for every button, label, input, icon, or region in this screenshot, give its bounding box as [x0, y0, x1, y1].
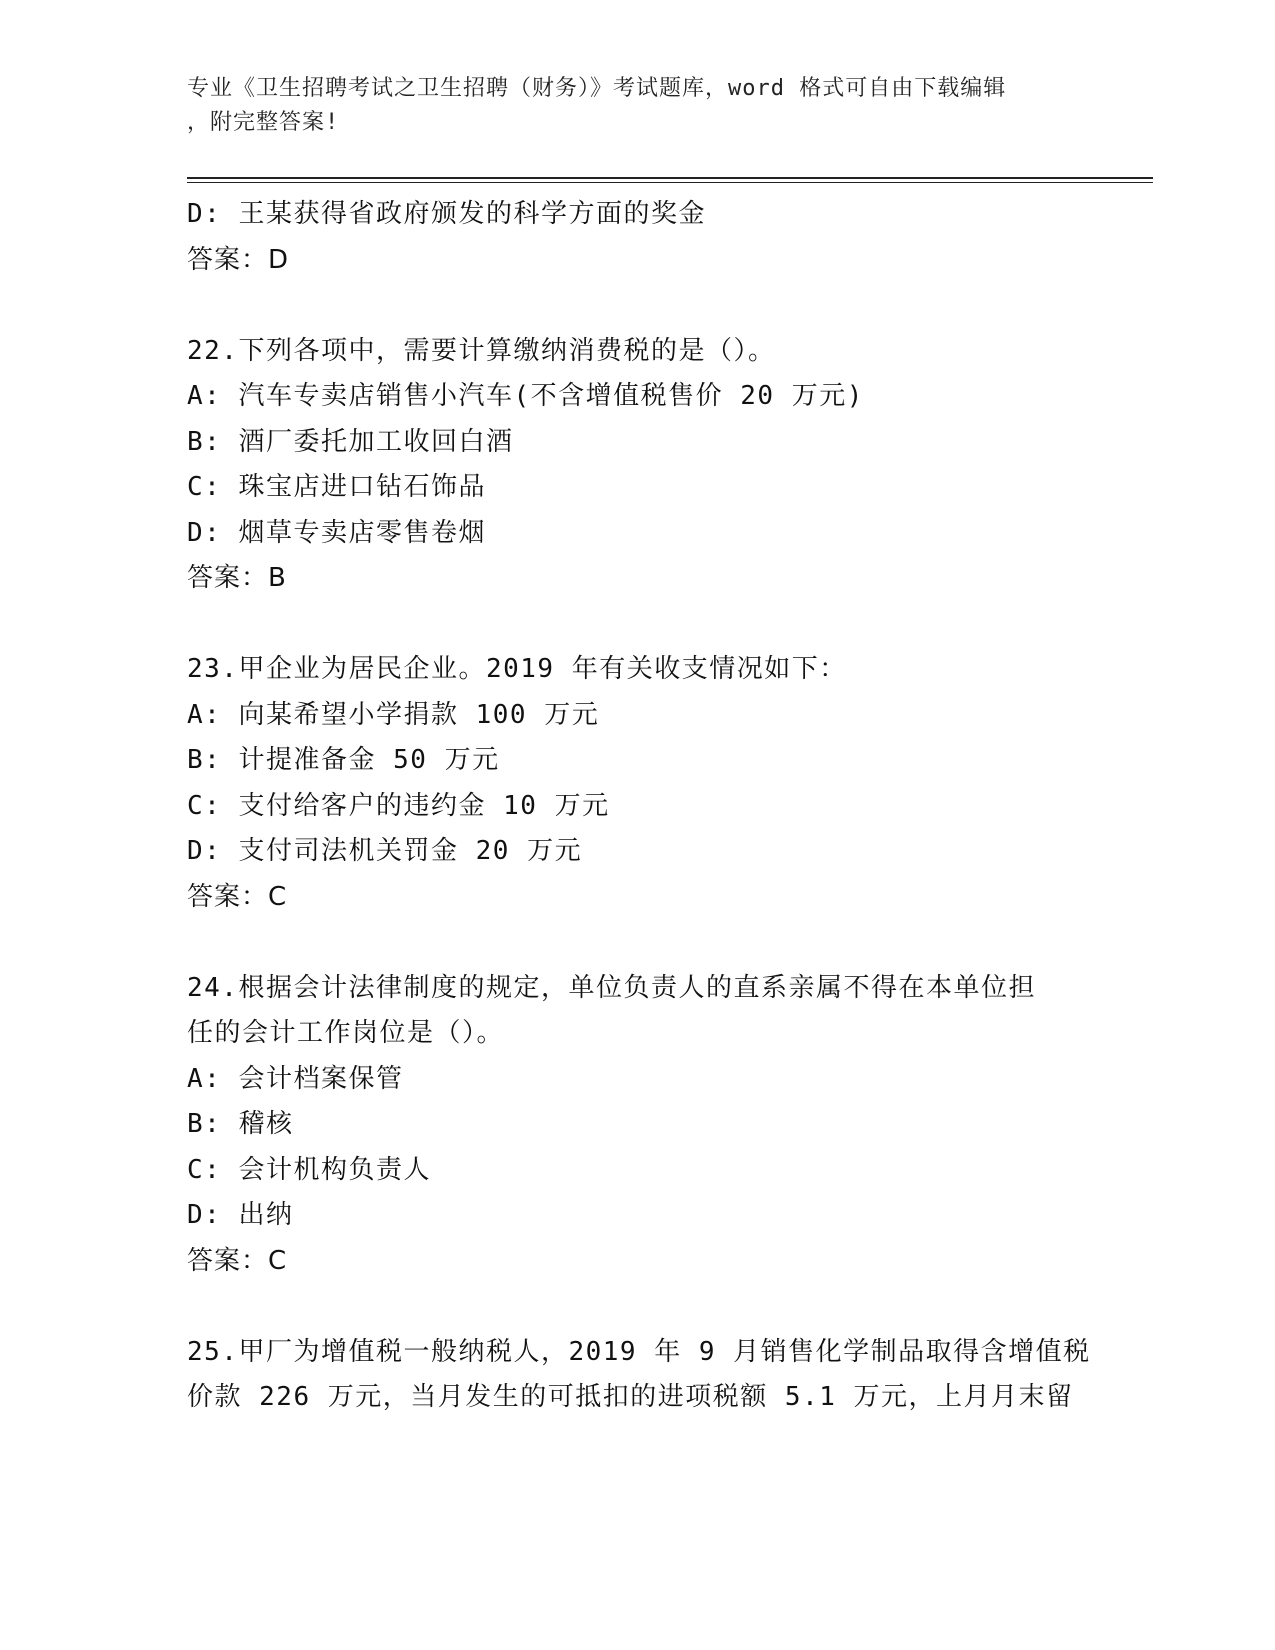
option-a: A: 会计档案保管	[187, 1063, 404, 1094]
question-title: 23.甲企业为居民企业。2019 年有关收支情况如下：	[187, 654, 847, 684]
question-24	[187, 966, 1087, 1285]
header-rule-thin	[187, 182, 1153, 183]
option-d: D: 王某获得省政府颁发的科学方面的奖金	[187, 199, 706, 229]
question-22	[187, 329, 1087, 602]
option-a: A: 向某希望小学捐款 100 万元	[187, 699, 600, 730]
option-c: C: 会计机构负责人	[187, 1154, 431, 1185]
previous-question-tail	[187, 192, 1087, 283]
option-c: C: 支付给客户的违约金 10 万元	[187, 790, 610, 821]
option-a: A: 汽车专卖店销售小汽车(不含增值税售价 20 万元)	[187, 381, 864, 411]
question-25	[187, 1330, 1091, 1421]
document-body	[187, 192, 1091, 1421]
answer-line: 答案：C	[187, 1245, 288, 1276]
header-line-2: ，附完整答案!	[187, 110, 340, 135]
header-line-1: 专业《卫生招聘考试之卫生招聘（财务）》考试题库，word 格式可自由下载编辑	[187, 76, 1007, 101]
question-title-line-1: 24.根据会计法律制度的规定，单位负责人的直系亲属不得在本单位担	[187, 972, 1036, 1003]
question-title-line-2: 任的会计工作岗位是（）。	[187, 1018, 505, 1048]
document-header	[187, 72, 1087, 140]
option-c: C: 珠宝店进口钻石饰品	[187, 472, 486, 502]
question-title-line-2: 价款 226 万元，当月发生的可抵扣的进项税额 5.1 万元，上月月末留	[187, 1382, 1074, 1412]
option-b: B: 酒厂委托加工收回白酒	[187, 426, 514, 457]
option-b: B: 计提准备金 50 万元	[187, 745, 500, 775]
option-d: D: 支付司法机关罚金 20 万元	[187, 836, 583, 866]
answer-line: 答案：C	[187, 881, 288, 912]
option-d: D: 烟草专卖店零售卷烟	[187, 517, 486, 548]
option-d: D: 出纳	[187, 1200, 294, 1230]
answer-line: 答案：B	[187, 563, 287, 593]
answer-line: 答案：D	[187, 244, 290, 275]
question-23	[187, 647, 1087, 920]
option-b: B: 稽核	[187, 1109, 294, 1139]
question-title: 22.下列各项中，需要计算缴纳消费税的是（）。	[187, 335, 776, 366]
question-title-line-1: 25.甲厂为增值税一般纳税人，2019 年 9 月销售化学制品取得含增值税	[187, 1336, 1091, 1367]
header-rule-thick	[187, 177, 1153, 179]
